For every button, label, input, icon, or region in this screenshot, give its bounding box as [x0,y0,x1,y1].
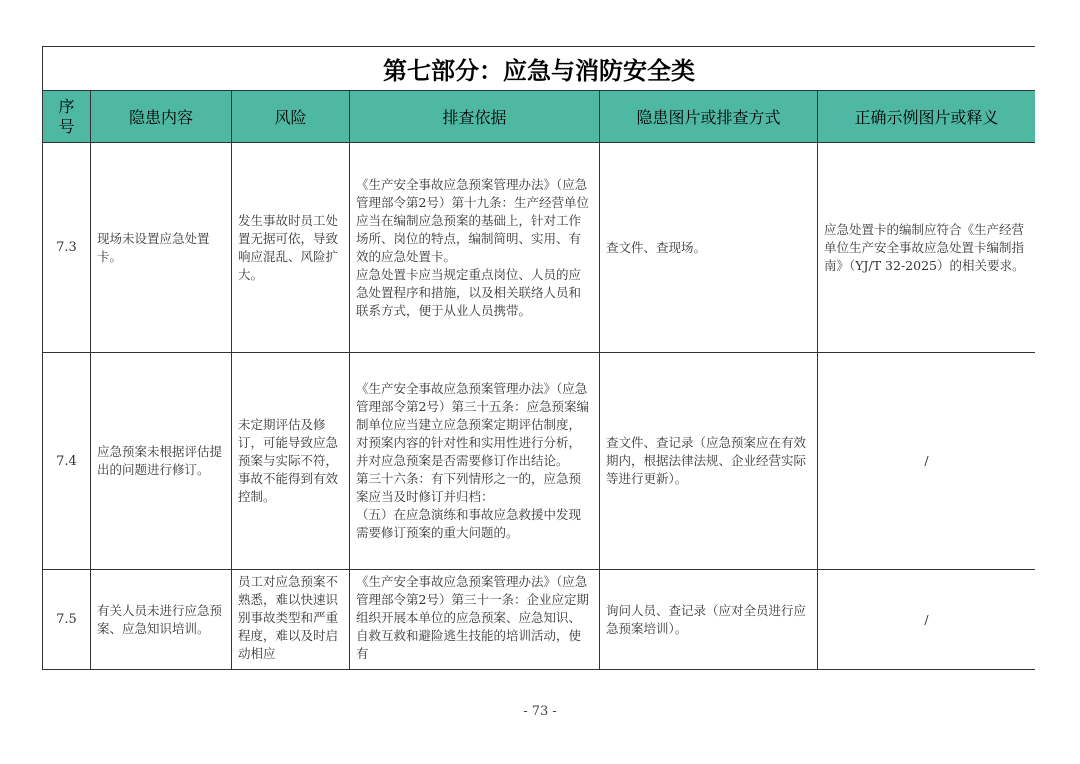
header-method: 隐患图片或排查方式 [600,91,818,143]
basis-paragraph: 《生产安全事故应急预案管理办法》（应急管理部令第2号）第十九条：生产经营单位应当在编制应急预案的基础上，针对工作场所、岗位的特点，编制简明、实用、有效的应急处置卡。 [356,176,589,264]
table-row [43,143,1036,353]
header-no-label: 序号 [58,96,75,136]
page-number: - 73 - [523,704,557,719]
header-basis: 排查依据 [350,91,600,143]
row-number: 7.3 [43,143,91,353]
header-no [43,91,91,143]
risk-description: 员工对应急预案不熟悉，难以快速识别事故类型和严重程度，难以及时启动相应 [232,570,350,670]
table-row [43,570,1036,670]
header-risk: 风险 [232,91,350,143]
risk-description: 发生事故时员工处置无据可依，导致响应混乱、风险扩大。 [232,143,350,353]
basis-paragraph: 第三十六条：有下列情形之一的，应急预案应当及时修订并归档： [356,471,582,504]
hazard-content: 现场未设置应急处置卡。 [91,143,232,353]
inspection-method: 查文件、查记录（应急预案应在有效期内，根据法律法规、企业经营实际等进行更新）。 [600,353,818,570]
header-hazard: 隐患内容 [91,91,232,143]
hazard-table [42,46,1035,670]
section-title: 第七部分：应急与消防安全类 [43,47,1036,91]
hazard-content: 有关人员未进行应急预案、应急知识培训。 [91,570,232,670]
correct-example: 应急处置卡的编制应符合《生产经营单位生产安全事故应急处置卡编制指南》（YJ/T 32-2025）的相关要求。 [818,143,1036,353]
basis-paragraph: 应急处置卡应当规定重点岗位、人员的应急处置程序和措施，以及相关联络人员和联系方式，便于从业人员携带。 [356,266,582,318]
inspection-basis [350,143,600,353]
basis-paragraph: 《生产安全事故应急预案管理办法》（应急管理部令第2号）第三十一条：企业应定期组织开展本单位的应急预案、应急知识、自救互救和避险逃生技能的培训活动，使有 [356,574,589,661]
table-header-row [43,91,1036,143]
table-row [43,353,1036,570]
inspection-basis [350,353,600,570]
risk-description: 未定期评估及修订，可能导致应急预案与实际不符，事故不能得到有效控制。 [232,353,350,570]
inspection-method: 查文件、查现场。 [600,143,818,353]
basis-paragraph: （五）在应急演练和事故应急救援中发现需要修订预案的重大问题的。 [356,507,582,540]
inspection-basis [350,570,600,670]
hazard-table-page [42,46,1035,672]
row-number: 7.4 [43,353,91,570]
correct-example: / [818,353,1036,570]
header-example: 正确示例图片或释义 [818,91,1036,143]
basis-paragraph: 《生产安全事故应急预案管理办法》（应急管理部令第2号）第三十五条：应急预案编制单位应当建立应急预案定期评估制度，对预案内容的针对性和实用性进行分析，并对应急预案是否需要修订作出结论。 [356,381,589,468]
hazard-content: 应急预案未根据评估提出的问题进行修订。 [91,353,232,570]
correct-example: / [818,570,1036,670]
inspection-method: 询问人员、查记录（应对全员进行应急预案培训）。 [600,570,818,670]
row-number: 7.5 [43,570,91,670]
